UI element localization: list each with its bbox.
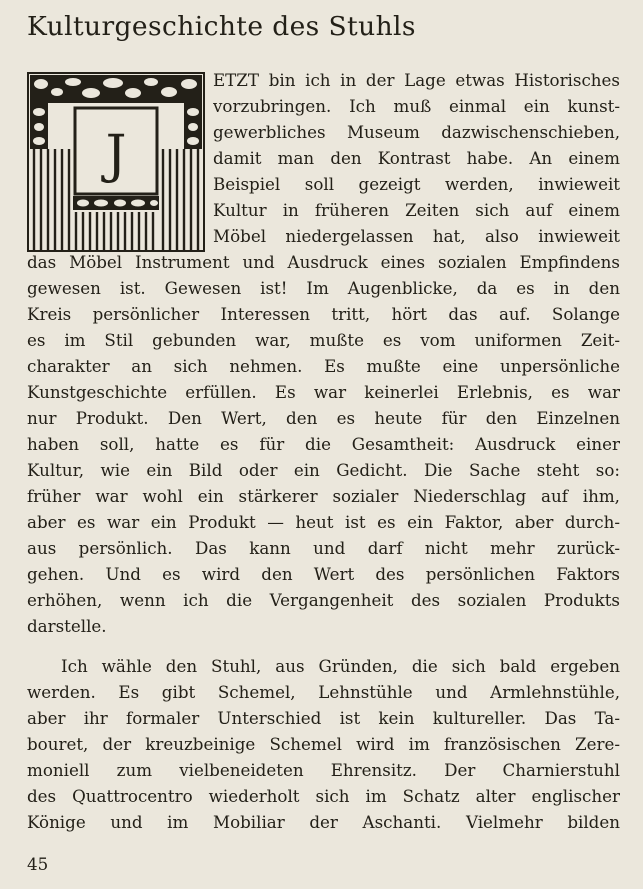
- text-line: erhöhen, wenn ich die Vergangenheit des sozialen Produkts: [27, 590, 620, 610]
- text-line: Kultur, wie ein Bild oder ein Gedicht. Die Sache steht so:: [27, 460, 620, 480]
- decorated-initial: [27, 72, 205, 252]
- text-line: moniell zum vielbeneideten Ehrensitz. Der Charnierstuhl: [27, 760, 620, 780]
- text-line: gehen. Und es wird den Wert des persönlichen Faktors: [27, 564, 620, 584]
- ornament-column-left: [30, 103, 48, 149]
- text-line: Könige und im Mobiliar der Aschanti. Vielmehr bilden: [27, 812, 620, 832]
- text-line: aber ihr formaler Unterschied ist kein kultureller. Das Ta-: [27, 708, 620, 728]
- text-line: gewerbliches Museum dazwischenschieben,: [213, 122, 620, 142]
- text-line: des Quattrocentro wiederholt sich im Schatz alter englischer: [27, 786, 620, 806]
- text-line: damit man den Kontrast habe. An einem: [213, 148, 620, 168]
- text-line: das Möbel Instrument und Ausdruck eines sozialen Empfindens: [27, 252, 620, 272]
- text-line: früher war wohl ein stärkerer sozialer Niederschlag auf ihm,: [27, 486, 620, 506]
- text-line: ETZT bin ich in der Lage etwas Historisches: [213, 70, 620, 90]
- page-number: 45: [27, 854, 49, 874]
- text-line: haben soll, hatte es für die Gesamtheit: Ausdruck einer: [27, 434, 620, 454]
- text-line: Beispiel soll gezeigt werden, inwieweit: [213, 174, 620, 194]
- text-line: bouret, der kreuzbeinige Schemel wird im französischen Zere-: [27, 734, 620, 754]
- text-line: aber es war ein Produkt — heut ist es ein Faktor, aber durch-: [27, 512, 620, 532]
- text-line: vorzubringen. Ich muß einmal ein kunst-: [213, 96, 620, 116]
- ornament-column-right: [184, 103, 202, 149]
- page-title: Kulturgeschichte des Stuhls: [27, 11, 416, 42]
- initial-letter: J: [105, 125, 127, 185]
- ornament-band-top: [30, 75, 202, 103]
- text-line: gewesen ist. Gewesen ist! Im Augenblicke, da es in den: [27, 278, 620, 298]
- text-line: es im Stil gebunden war, mußte es vom uniformen Zeit-: [27, 330, 620, 350]
- text-line: aus persönlich. Das kann und darf nicht mehr zurück-: [27, 538, 620, 558]
- text-line: Ich wähle den Stuhl, aus Gründen, die sich bald ergeben: [61, 656, 620, 676]
- text-line: charakter an sich nehmen. Es mußte eine unpersönliche: [27, 356, 620, 376]
- text-line: Möbel niedergelassen hat, also inwieweit: [213, 226, 620, 246]
- text-line: Kunstgeschichte erfüllen. Es war keinerlei Erlebnis, es war: [27, 382, 620, 402]
- text-line: werden. Es gibt Schemel, Lehnstühle und Armlehnstühle,: [27, 682, 620, 702]
- text-line: Kreis persönlicher Interessen tritt, hört das auf. Solange: [27, 304, 620, 324]
- text-line: Kultur in früheren Zeiten sich auf einem: [213, 200, 620, 220]
- text-line: darstelle.: [27, 616, 107, 636]
- text-line: nur Produkt. Den Wert, den es heute für den Einzelnen: [27, 408, 620, 428]
- ornament-band-middle: [73, 196, 159, 210]
